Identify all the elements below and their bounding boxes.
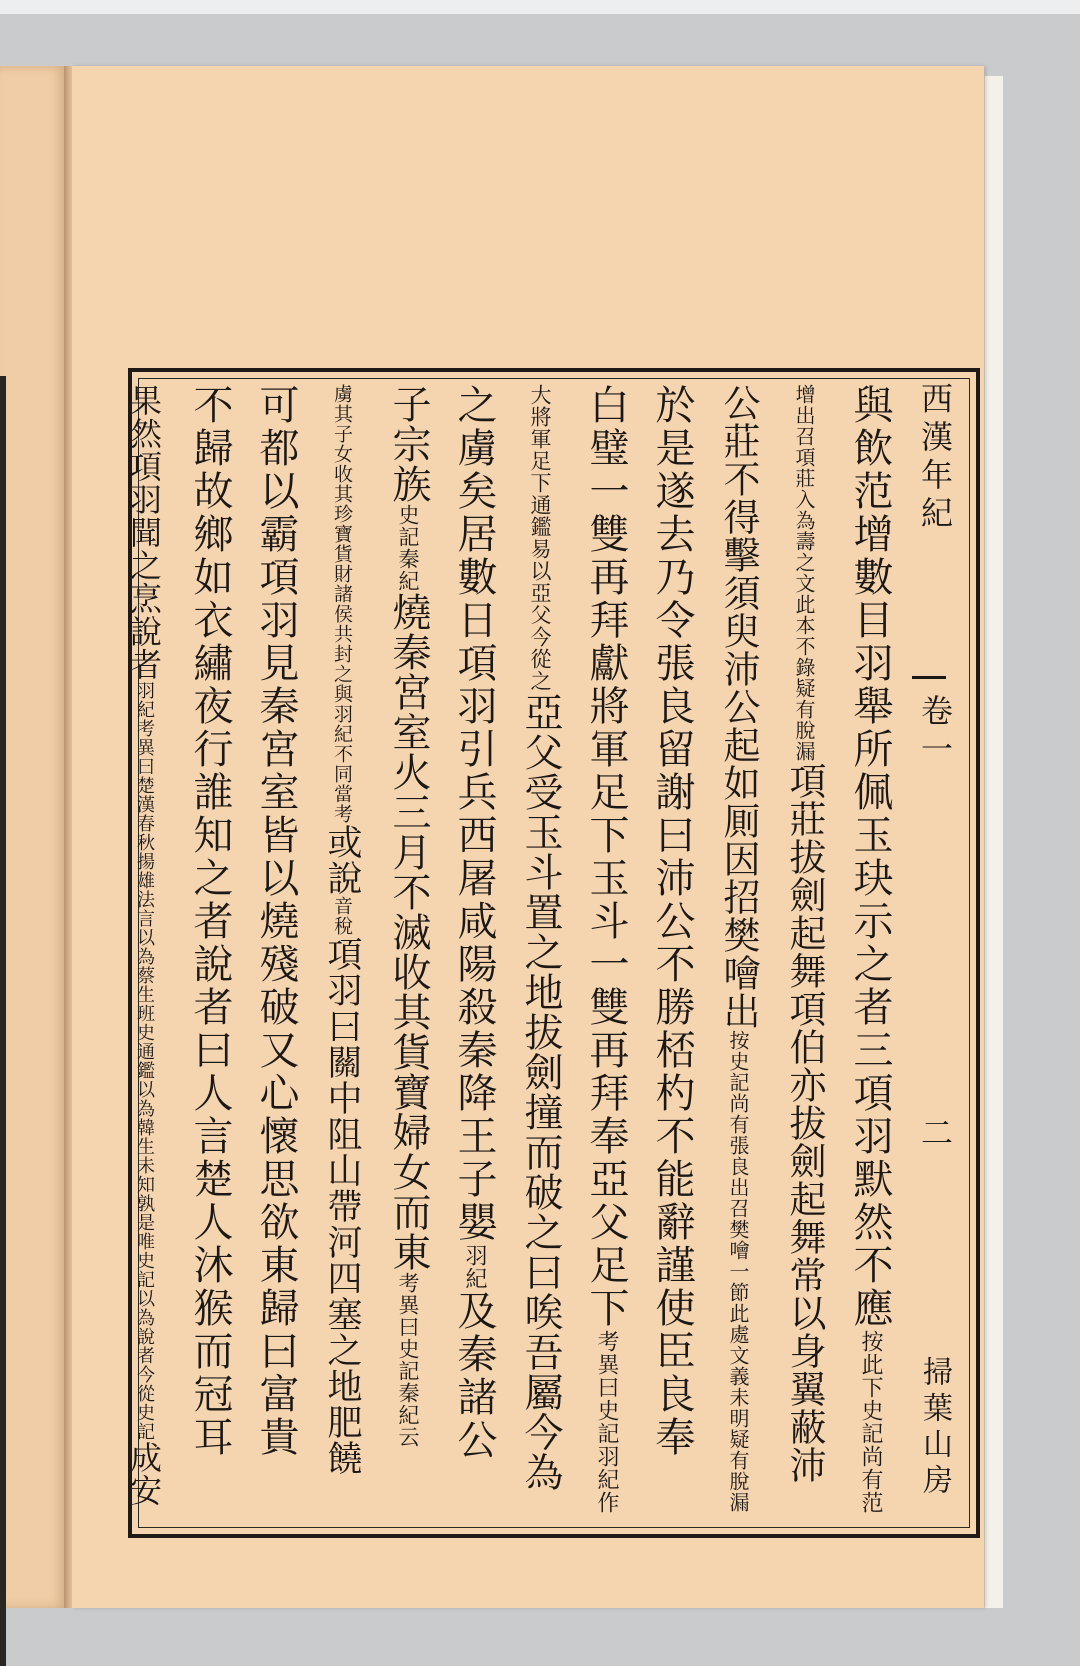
- scanner-background: [0, 0, 1080, 14]
- commentary-note: 羽紀: [462, 1244, 487, 1290]
- commentary-note: 按此下史記尚有范: [858, 1330, 883, 1514]
- text-column-4: 於是遂去乃令張良留謝曰沛公不勝桮杓不能辭謹使臣良奉: [649, 384, 695, 1459]
- page-stack-edge: [984, 76, 1003, 1608]
- commentary-note: 虜其子女收其珍寶貨財諸侯共封之與羽紀不同當考: [331, 384, 353, 824]
- text-column-3: 公莊不得擊須臾沛公起如厠因招樊噲出按史記尚有張良出召樊噲一節此處文義未明疑有脫漏: [717, 384, 760, 1513]
- commentary-note: 按史記尚有張良出召樊噲一節此處文義未明疑有脫漏: [726, 1030, 750, 1513]
- gutter-page-number: 二: [916, 1116, 954, 1154]
- commentary-note: 考異曰史記羽紀作: [594, 1330, 619, 1514]
- book-spine: [64, 66, 72, 1608]
- commentary-note: 大將軍足下通鑑易以亞父今從之: [528, 384, 552, 692]
- commentary-note: 音稅: [331, 896, 353, 936]
- gutter-fish-tail-mark: [912, 676, 946, 679]
- gutter-volume: 卷一: [916, 694, 954, 770]
- gutter-column: [912, 376, 954, 1530]
- commentary-note: 史記秦紀: [396, 504, 420, 592]
- commentary-note: 增出召項莊入為壽之文此本不錄疑有脫漏: [792, 384, 816, 762]
- gutter-title: 西漢年紀: [916, 382, 954, 534]
- text-column-10: 可都以霸項羽見秦宮室皆以燒殘破又心懷思欲東歸曰富貴: [253, 384, 299, 1459]
- commentary-note: 羽紀考異曰楚漢春秋揚雄法言以為蔡生班史通鑑以為韓生未知孰是唯史記以為說者今從史記: [134, 681, 155, 1441]
- text-column-1: 與飲范增數目羽舉所佩玉玦示之者三項羽默然不應按此下史記尚有范: [847, 384, 893, 1514]
- text-column-5: 白璧一雙再拜獻將軍足下玉斗一雙再拜奉亞父足下考異曰史記羽紀作: [583, 384, 629, 1514]
- text-frame: [125, 368, 980, 1538]
- gutter-publisher: 掃葉山房: [917, 1356, 952, 1500]
- text-column-8: 子宗族史記秦紀燒秦宮室火三月不滅收其貨寶婦女而東考異曰史記秦紀云: [386, 384, 431, 1448]
- text-column-2: 增出召項莊入為壽之文此本不錄疑有脫漏項莊拔劍起舞項伯亦拔劍起舞常以身翼蔽沛: [783, 384, 826, 1484]
- left-page-border: [0, 376, 6, 1666]
- text-column-11: 不歸故鄉如衣繡夜行誰知之者說者曰人言楚人沐猴而冠耳: [187, 384, 233, 1459]
- commentary-note: 考異曰史記秦紀云: [396, 1272, 420, 1448]
- text-column-9: 虜其子女收其珍寶貨財諸侯共封之與羽紀不同當考或說音稅項羽曰關中阻山帶河四塞之地肥饒: [322, 384, 362, 1476]
- text-column-6: 大將軍足下通鑑易以亞父今從之亞父受玉斗置之地拔劍撞而破之曰唉吾屬今為: [518, 384, 563, 1492]
- left-page: [0, 66, 66, 1608]
- text-column-12: 果然項羽聞之烹說者羽紀考異曰楚漢春秋揚雄法言以為蔡生班史通鑑以為韓生未知孰是唯史記以為說者今從史記成安: [125, 384, 163, 1507]
- text-column-7: 之虜矣居數日項羽引兵西屠咸陽殺秦降王子嬰羽紀及秦諸公: [451, 384, 497, 1462]
